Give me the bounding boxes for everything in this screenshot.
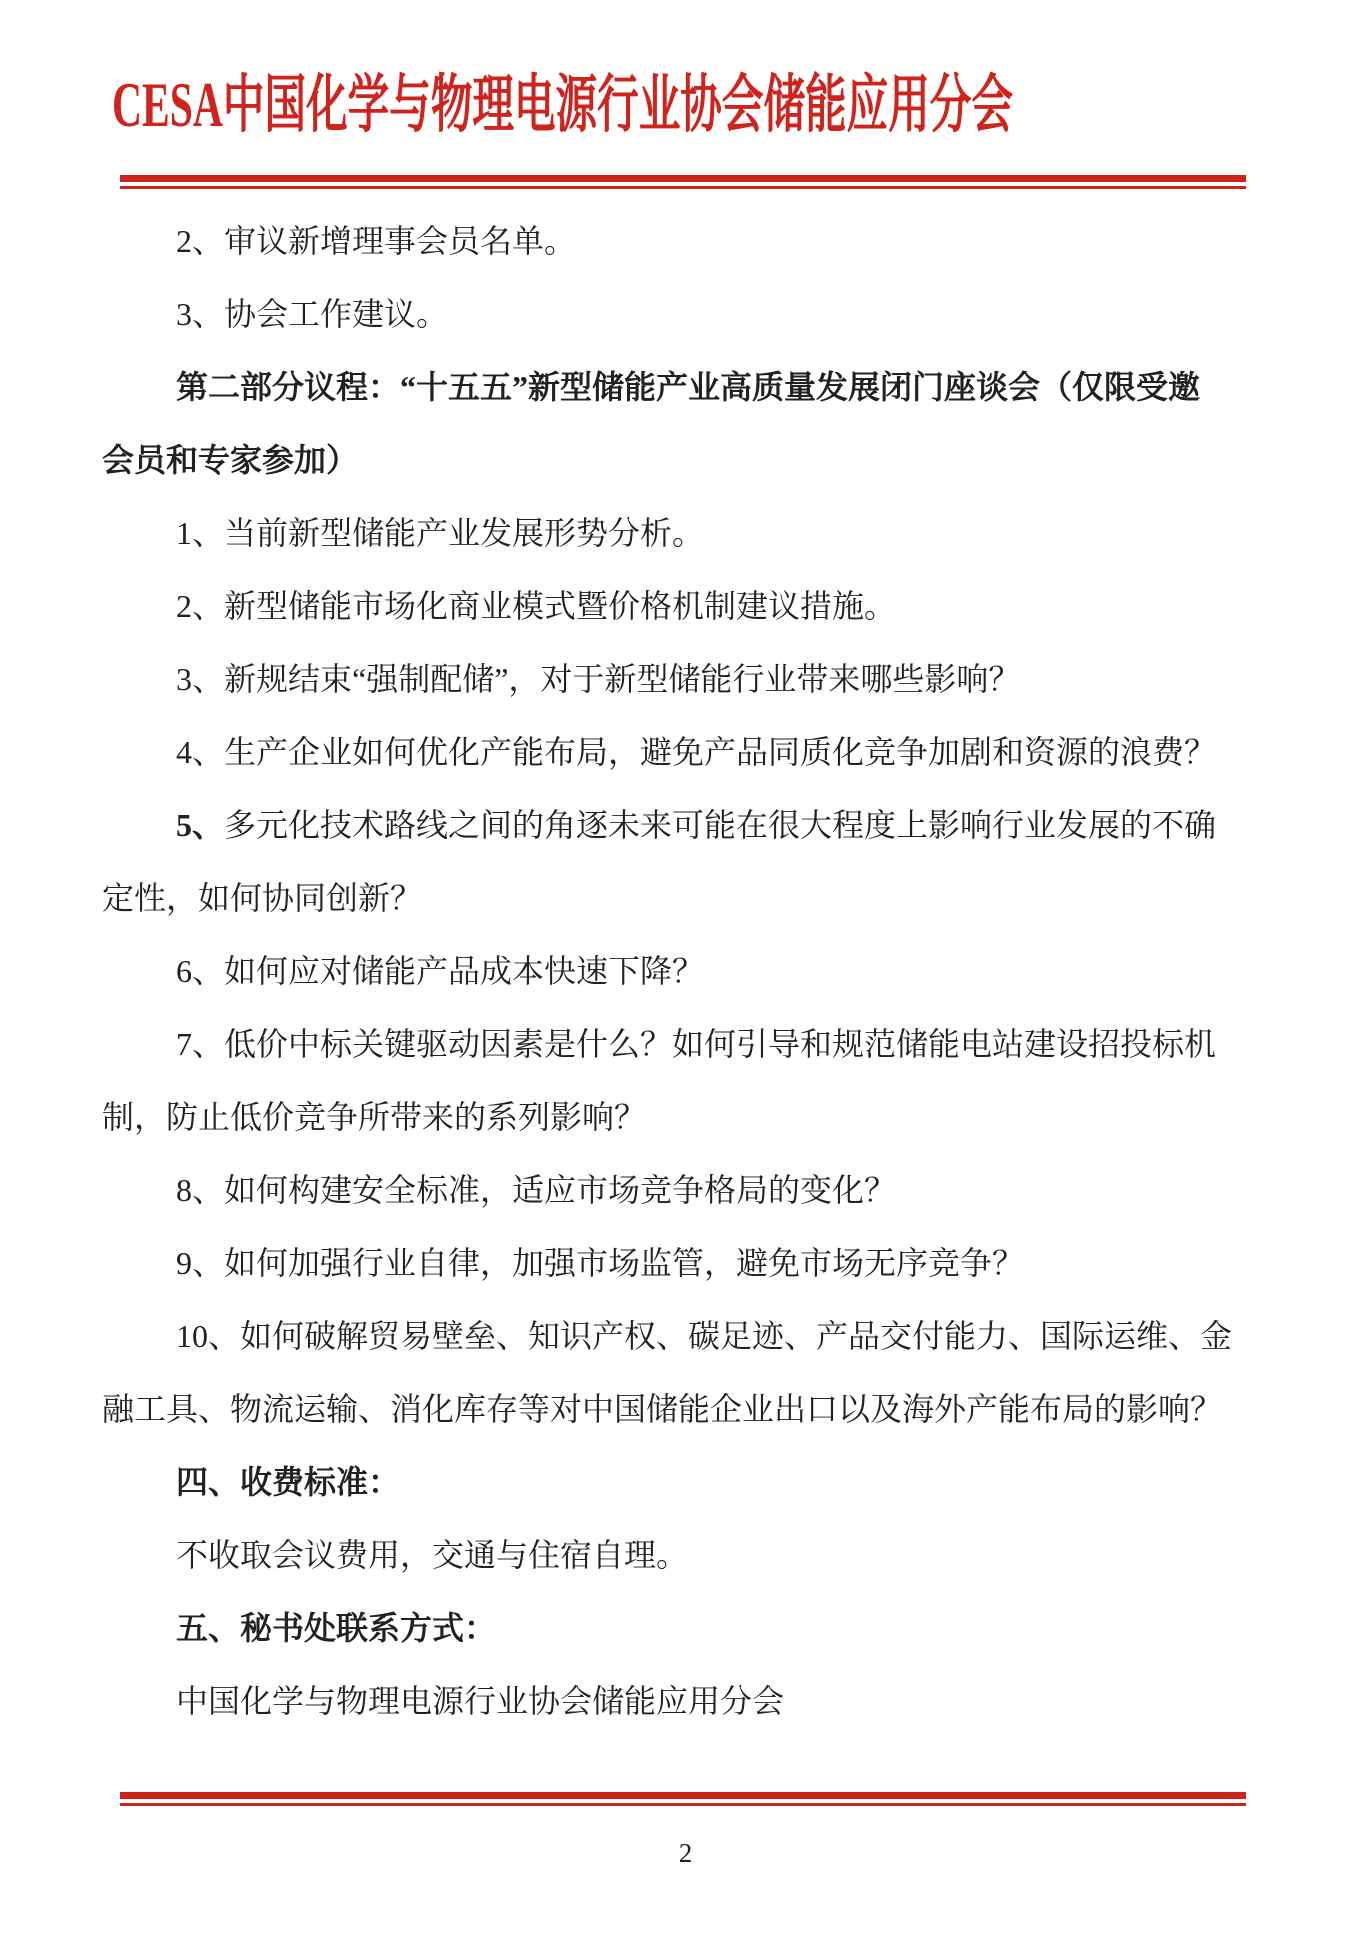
text-line-content: 制，防止低价竞争所带来的系列影响？ [102, 1099, 647, 1135]
text-line [102, 205, 1282, 278]
text-line-content: 8、如何构建安全标准，适应市场竞争格局的变化？ [176, 1172, 897, 1208]
text-line-content: 中国化学与物理电源行业协会储能应用分会 [176, 1683, 785, 1719]
header-divider [120, 175, 1246, 189]
association-logo-title: CESA中国化学与物理电源行业协会储能应用分会 [112, 70, 1013, 140]
document-body [102, 205, 1282, 1738]
text-line [102, 278, 1282, 351]
text-line [102, 497, 1282, 570]
text-line [102, 935, 1282, 1008]
text-line [102, 1446, 1282, 1519]
text-line-content: 3、新规结束“强制配储”，对于新型储能行业带来哪些影响？ [176, 661, 1021, 697]
text-line [102, 716, 1282, 789]
text-line-content: 7、低价中标关键驱动因素是什么？如何引导和规范储能电站建设招投标机 [176, 1026, 1217, 1062]
text-line-content: 10、如何破解贸易壁垒、知识产权、碳足迹、产品交付能力、国际运维、金 [176, 1318, 1233, 1354]
page-number: 2 [678, 1838, 693, 1868]
text-line [102, 789, 1282, 862]
text-line [102, 1665, 1282, 1738]
text-line [102, 1373, 1282, 1446]
text-line-content: 五、秘书处联系方式： [176, 1610, 497, 1646]
text-line-content: 3、协会工作建议。 [176, 296, 449, 332]
text-line-content: 1、当前新型储能产业发展形势分析。 [176, 515, 705, 551]
text-line-content: 会员和专家参加） [102, 442, 359, 478]
text-line [102, 1081, 1282, 1154]
text-line [102, 1592, 1282, 1665]
text-line [102, 570, 1282, 643]
text-line [102, 862, 1282, 935]
text-line-content: 不收取会议费用，交通与住宿自理。 [176, 1537, 689, 1573]
text-line-content: 4、生产企业如何优化产能布局，避免产品同质化竞争加剧和资源的浪费？ [176, 734, 1217, 770]
text-line-content: 6、如何应对储能产品成本快速下降？ [176, 953, 705, 989]
text-line [102, 1227, 1282, 1300]
text-line [102, 351, 1282, 424]
text-line-content: 定性，如何协同创新？ [102, 880, 423, 916]
text-line-content: 2、审议新增理事会员名单。 [176, 223, 577, 259]
text-line-content: 融工具、物流运输、消化库存等对中国储能企业出口以及海外产能布局的影响？ [102, 1391, 1223, 1427]
text-line [102, 1008, 1282, 1081]
footer-divider [120, 1792, 1246, 1806]
text-line [102, 1154, 1282, 1227]
text-line-content: 2、新型储能市场化商业模式暨价格机制建议措施。 [176, 588, 897, 624]
text-line-content: 四、收费标准： [176, 1464, 401, 1500]
text-line [102, 1519, 1282, 1592]
text-line [102, 1300, 1282, 1373]
text-line-content: 多元化技术路线之间的角逐未来可能在很大程度上影响行业发展的不确 [224, 807, 1217, 843]
text-line-content: 第二部分议程：“十五五”新型储能产业高质量发展闭门座谈会（仅限受邀 [176, 369, 1201, 405]
list-item-number: 5、 [176, 807, 225, 843]
text-line [102, 643, 1282, 716]
text-line [102, 424, 1282, 497]
text-line-content: 9、如何加强行业自律，加强市场监管，避免市场无序竞争？ [176, 1245, 1025, 1281]
